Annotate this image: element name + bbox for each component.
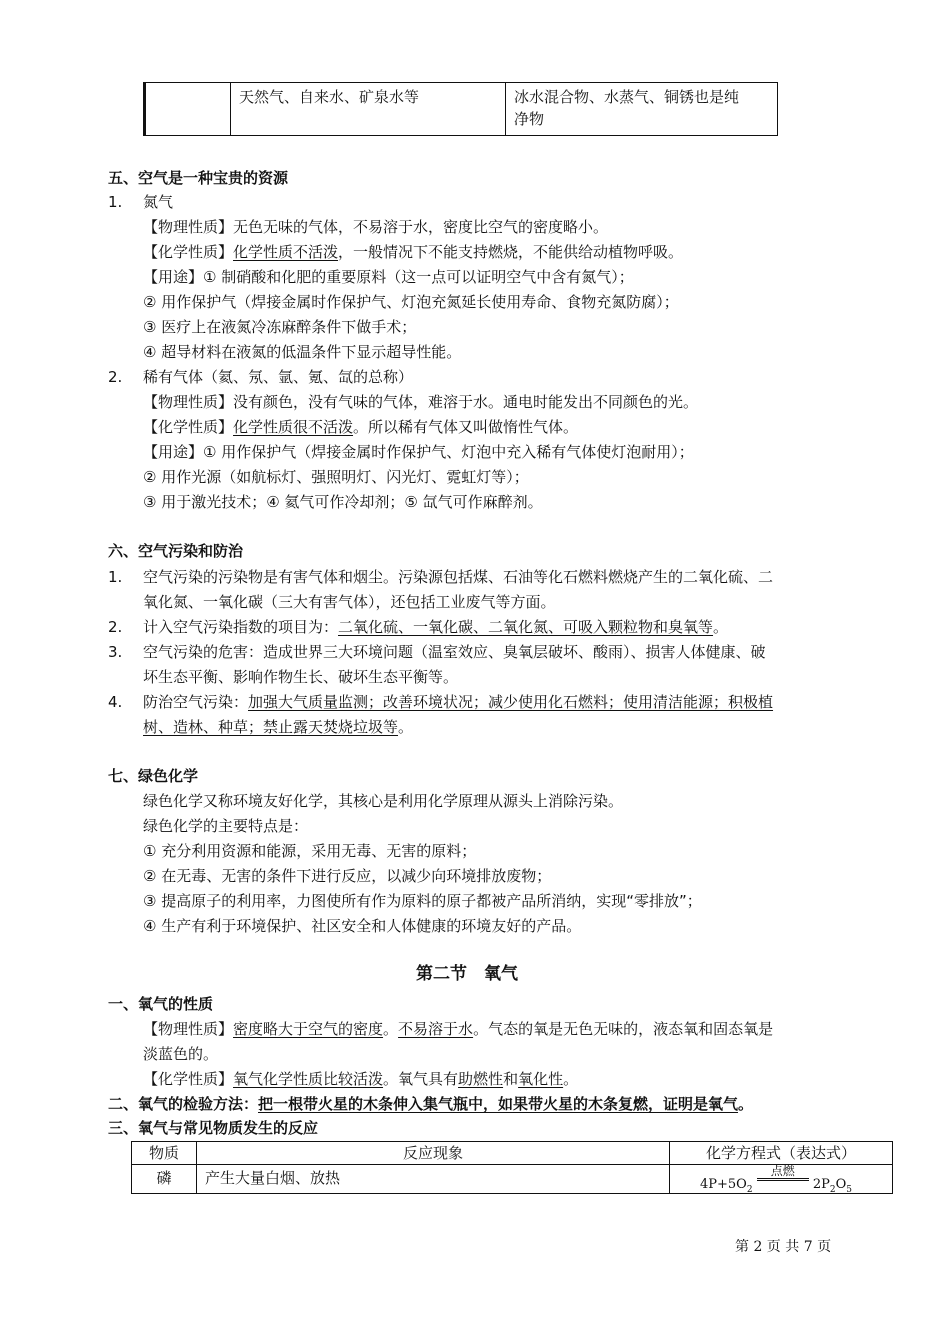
item-num: 2.: [108, 618, 123, 636]
table-cell-phenomenon: 产生大量白烟、放热: [197, 1165, 670, 1194]
top-table-cell-mixtures: 天然气、自来水、矿泉水等: [231, 83, 506, 136]
green-chem-line: ③ 提高原子的利用率，力图使所有作为原料的原子都被产品所消纳，实现“零排放”；: [143, 892, 702, 910]
green-chem-line: ④ 生产有利于环境保护、社区安全和人体健康的环境友好的产品。: [143, 917, 582, 935]
pollution-sources-line1: 空气污染的污染物是有害气体和烟尘。污染源包括煤、石油等化石燃料燃烧产生的二氧化硫、二: [143, 568, 774, 586]
item-num: 2.: [108, 368, 123, 386]
top-table-cell-note: 冰水混合物、水蒸气、铜锈也是纯 净物: [506, 83, 778, 136]
top-table: [143, 82, 778, 136]
nitrogen-chemical: 【化学性质】化学性质不活泼，一般情况下不能支持燃烧，不能供给动植物呼吸。: [143, 243, 684, 261]
noble-gas-chemical: 【化学性质】化学性质很不活泼。所以稀有气体又叫做惰性气体。: [143, 418, 579, 436]
oxygen-physical-line2: 淡蓝色的。: [143, 1045, 219, 1063]
table-cell-equation: [670, 1165, 893, 1194]
table-header-equation: 化学方程式（表达式）: [670, 1142, 893, 1165]
pollution-index: 计入空气污染指数的项目为：二氧化硫、一氧化碳、二氧化氮、可吸入颗粒物和臭氧等。: [143, 618, 729, 636]
nitrogen-use-1: 【用途】① 制硝酸和化肥的重要原料（这一点可以证明空气中含有氮气）；: [143, 268, 634, 286]
nitrogen-use-3: ③ 医疗上在液氮冷冻麻醉条件下做手术；: [143, 318, 417, 336]
oxygen-test-method: 二、氧气的检验方法：把一根带火星的木条伸入集气瓶中，如果带火星的木条复燃，证明是氧气。: [108, 1095, 754, 1113]
reactions-table: [131, 1141, 893, 1194]
oxygen-properties-title: 一、氧气的性质: [108, 995, 214, 1013]
pollution-prevention-line1: 防治空气污染：加强大气质量监测；改善环境状况；减少使用化石燃料；使用清洁能源；积极植: [143, 693, 774, 711]
nitrogen-use-4: ④ 超导材料在液氮的低温条件下显示超导性能。: [143, 343, 462, 361]
green-chem-line: 绿色化学又称环境友好化学，其核心是利用化学原理从源头上消除污染。: [143, 792, 624, 810]
oxygen-physical: 【物理性质】密度略大于空气的密度。不易溶于水。气态的氧是无色无味的，液态氧和固态氧是: [143, 1020, 774, 1038]
section-6-title: 六、空气污染和防治: [108, 542, 244, 560]
oxygen-chemical: 【化学性质】氧气化学性质比较活泼。氧气具有助燃性和氧化性。: [143, 1070, 579, 1088]
noble-gas-title: 稀有气体（氦、氖、氩、氪、氙的总称）: [143, 368, 414, 386]
chapter-heading: 第二节 氧气: [416, 964, 518, 984]
table-cell-substance: 磷: [132, 1165, 197, 1194]
table-header-substance: 物质: [132, 1142, 197, 1165]
pollution-harm-line2: 坏生态平衡、影响作物生长、破坏生态平衡等。: [143, 668, 459, 686]
item-num: 1.: [108, 193, 123, 211]
nitrogen-title: 氮气: [143, 193, 174, 211]
table-header-phenomenon: 反应现象: [197, 1142, 670, 1165]
green-chem-line: 绿色化学的主要特点是：: [143, 817, 309, 835]
green-chem-line: ② 在无毒、无害的条件下进行反应，以减少向环境排放废物；: [143, 867, 552, 885]
pollution-harm-line1: 空气污染的危害：造成世界三大环境问题（温室效应、臭氧层破坏、酸雨）、损害人体健康、破: [143, 643, 766, 661]
item-num: 3.: [108, 643, 123, 661]
pollution-sources-line2: 氧化氮、一氧化碳（三大有害气体），还包括工业废气等方面。: [143, 593, 556, 611]
top-table-cell-blank: [145, 83, 231, 136]
item-num: 1.: [108, 568, 123, 586]
section-5-title: 五、空气是一种宝贵的资源: [108, 169, 289, 187]
noble-gas-use-2: ② 用作光源（如航标灯、强照明灯、闪光灯、霓虹灯等）；: [143, 468, 529, 486]
page-footer: 第 2 页 共 7 页: [735, 1239, 832, 1255]
nitrogen-physical: 【物理性质】无色无味的气体，不易溶于水，密度比空气的密度略小。: [143, 218, 609, 236]
noble-gas-use-1: 【用途】① 用作保护气（焊接金属时作保护气、灯泡中充入稀有气体使灯泡耐用）；: [143, 443, 694, 461]
oxygen-reactions-title: 三、氧气与常见物质发生的反应: [108, 1119, 319, 1137]
chemical-equation: $4P+5O_2$ 点燃 $2P_2O_5$: [700, 1164, 853, 1195]
green-chem-line: ① 充分利用资源和能源，采用无毒、无害的原料；: [143, 842, 477, 860]
noble-gas-physical: 【物理性质】没有颜色，没有气味的气体，难溶于水。通电时能发出不同颜色的光。: [143, 393, 699, 411]
item-num: 4.: [108, 693, 123, 711]
noble-gas-use-3: ③ 用于激光技术；④ 氦气可作冷却剂；⑤ 氙气可作麻醉剂。: [143, 493, 543, 511]
section-7-title: 七、绿色化学: [108, 767, 199, 785]
pollution-prevention-line2: 树、造林、种草；禁止露天焚烧垃圾等。: [143, 718, 414, 736]
nitrogen-use-2: ② 用作保护气（焊接金属时作保护气、灯泡充氮延长使用寿命、食物充氮防腐）；: [143, 293, 679, 311]
